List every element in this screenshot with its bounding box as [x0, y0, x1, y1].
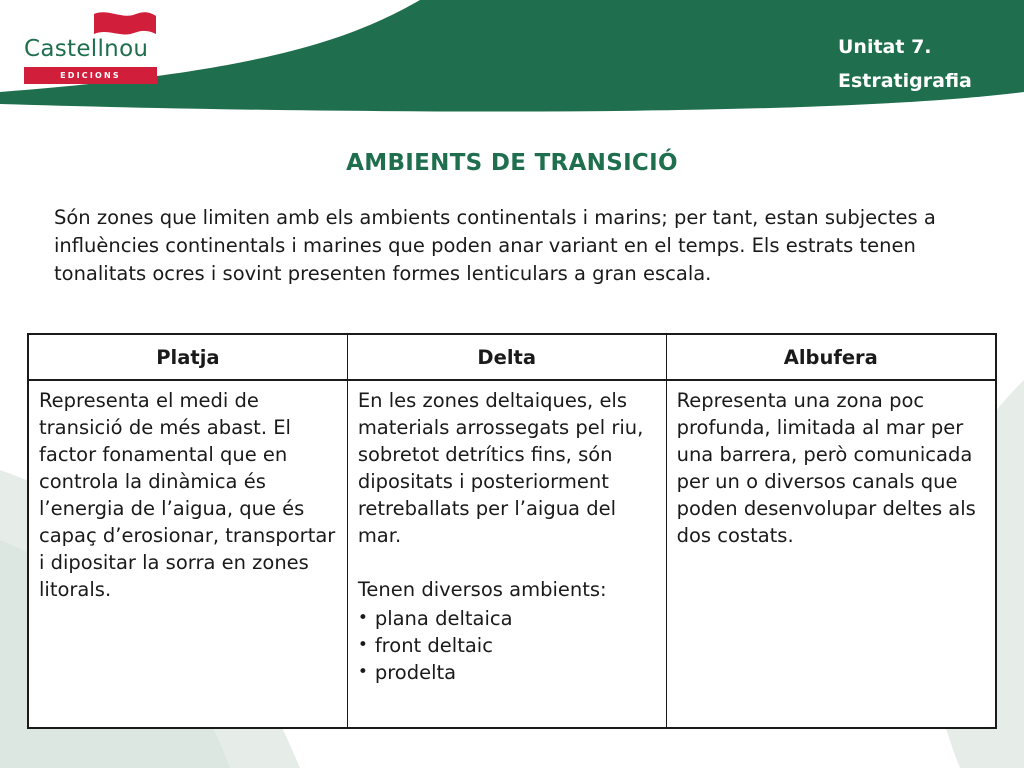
page-title: AMBIENTS DE TRANSICIÓ [346, 150, 678, 176]
header-albufera: Albufera [666, 334, 996, 380]
unit-title [838, 30, 972, 98]
delta-environments-list [358, 605, 656, 686]
environments-table [27, 333, 997, 729]
unit-subject: Estratigrafia [838, 70, 972, 92]
albufera-text: Representa una zona poc profunda, limitada al mar per una barrera, però comunicada per un o diversos canals que poden desenvolupar deltes als dos costats. [676, 389, 976, 547]
logo-subtitle: EDICIONS [24, 67, 157, 84]
cell-platja [28, 380, 347, 728]
logo-wordmark: Castellnou [24, 36, 149, 62]
delta-environments-label: Tenen diversos ambients: [357, 578, 607, 601]
list-item: • front deltaic [358, 632, 656, 659]
list-item: • plana deltaica [358, 605, 656, 632]
table-row [28, 380, 996, 728]
list-item: • prodelta [358, 659, 656, 686]
delta-text: En les zones deltaiques, els materials arrossegats pel riu, sobretot detrítics fins, són dipositats i posteriorment retreballats per l’aigua del mar. [357, 389, 644, 547]
header-platja: Platja [28, 334, 347, 380]
unit-number: Unitat 7. [838, 36, 932, 58]
table-header-row [28, 334, 996, 380]
platja-text: Representa el medi de transició de més abast. El factor fonamental que en controla la dinàmica és l’energia de l’aigua, que és capaç d’erosionar, transportar i dipositar la sorra en zones litorals. [39, 389, 336, 601]
header-delta: Delta [347, 334, 666, 380]
intro-paragraph: Són zones que limiten amb els ambients continentals i marins; per tant, estan subjectes a influències continentals i marines que poden anar variant en el temps. Els estrats tenen tonalitats ocres i sovint presenten formes lenticulars a gran escala. [54, 206, 936, 285]
castellnou-logo [22, 8, 162, 78]
cell-delta [347, 380, 666, 728]
cell-albufera [666, 380, 996, 728]
